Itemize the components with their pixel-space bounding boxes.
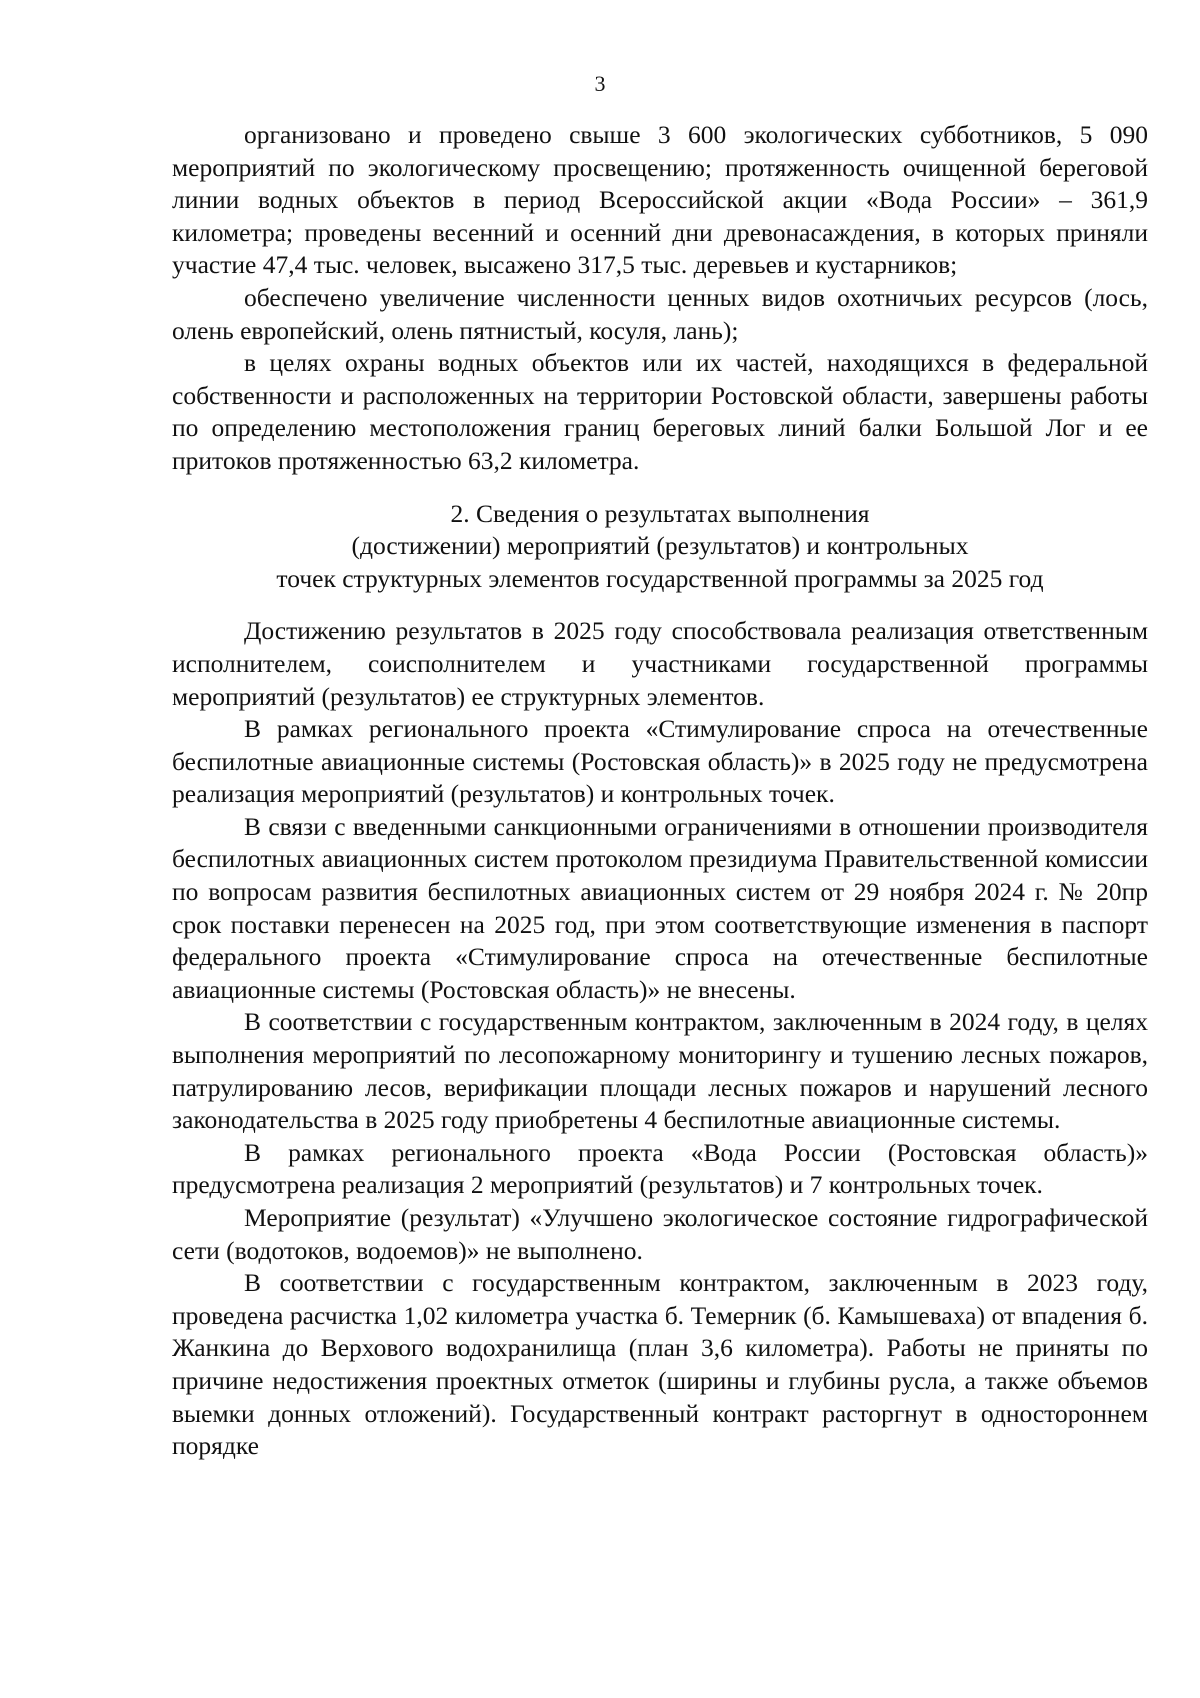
section-heading-line-1: 2. Сведения о результатах выполнения bbox=[450, 498, 870, 528]
paragraph-hunting-resources: обеспечено увеличение численности ценных видов охотничьих ресурсов (лось, олень европейский, олень пятнистый, косуля, лань); bbox=[172, 282, 1148, 345]
paragraph-sanctions-delivery: В связи с введенными санкционными ограничениями в отношении производителя беспилотных авиационных систем протоколом президиума Правительственной комиссии по вопросам развития беспилотных авиационных систем от 29 ноября 2024 г. № 20пр срок поставки перенесен на 2025 год, при этом соответствующие изменения в паспорт федерального проекта «Стимулирование спроса на отечественные беспилотные авиационные системы (Ростовская область)» не внесены. bbox=[172, 811, 1148, 1004]
paragraph-drone-contract: В соответствии с государственным контрактом, заключенным в 2024 году, в целях выполнения мероприятий по лесопожарному мониторингу и тушению лесных пожаров, патрулированию лесов, верификации площади лесных пожаров и нарушений лесного законодательства в 2025 году приобретены 4 беспилотные авиационные системы. bbox=[172, 1007, 1148, 1135]
section-heading-line-2: (достижении) мероприятий (результатов) и контрольных bbox=[351, 531, 969, 561]
paragraph-ecological-events: организовано и проведено свыше 3 600 экологических субботников, 5 090 мероприятий по экологическому просвещению; протяженность очищенной береговой линии водных объектов в период Всероссийской акции «Вода России» – 361,9 километра; проведены весенний и осенний дни древонасаждения, в которых приняли участие 47,4 тыс. человек, высажено 317,5 тыс. деревьев и кустарников; bbox=[172, 120, 1148, 280]
section-heading-line-3: точек структурных элементов государственной программы за 2025 год bbox=[276, 563, 1044, 593]
paragraph-hydro-network: Мероприятие (результат) «Улучшено экологическое состояние гидрографической сети (водотоков, водоемов)» не выполнено. bbox=[172, 1203, 1148, 1265]
paragraph-drone-demand-project: В рамках регионального проекта «Стимулирование спроса на отечественные беспилотные авиационные системы (Ростовская область)» в 2025 году не предусмотрена реализация мероприятий (результатов) и контрольных точек. bbox=[172, 714, 1148, 809]
paragraph-water-russia-project: В рамках регионального проекта «Вода России (Ростовская область)» предусмотрена реализация 2 мероприятий (результатов) и 7 контрольных точек. bbox=[172, 1137, 1148, 1200]
section-heading bbox=[172, 498, 1148, 596]
document-body bbox=[172, 119, 1148, 1463]
page-number: 3 bbox=[594, 71, 606, 96]
paragraph-temernik-clearing: В соответствии с государственным контрактом, заключенным в 2023 году, проведена расчистка 1,02 километра участка б. Темерник (б. Камышеваха) от впадения б. Жанкина до Верхового водохранилища (план 3,6 километра). Работы не приняты по причине недостижения проектных отметок (ширины и глубины русла, а также объемов выемки донных отложений). Государственный контракт расторгнут в одностороннем порядке bbox=[172, 1268, 1148, 1461]
paragraph-water-protection: в целях охраны водных объектов или их частей, находящихся в федеральной собственности и расположенных на территории Ростовской области, завершены работы по определению местоположения границ береговых линий балки Большой Лог и ее притоков протяженностью 63,2 километра. bbox=[172, 348, 1148, 475]
paragraph-results-achievement: Достижению результатов в 2025 году способствовала реализация ответственным исполнителем, соисполнителем и участниками государственной программы мероприятий (результатов) ее структурных элементов. bbox=[172, 616, 1148, 711]
